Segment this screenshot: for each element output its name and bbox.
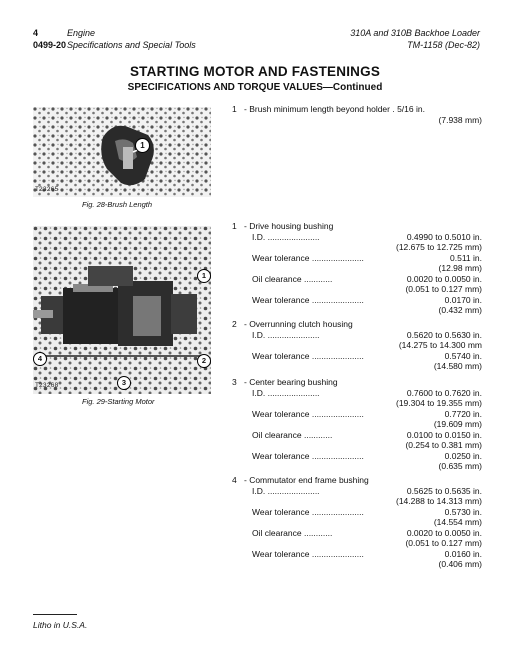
photo-id: T23268 [35,382,59,389]
brush-length-photo [33,107,211,197]
spec-value: 0.7720 in. [444,408,482,419]
spec-item-center-bearing [232,377,482,472]
spec-label: I.D. ...................... [252,485,320,496]
spec-value: 0.0020 to 0.0050 in. [406,273,482,284]
page-number: 4 [33,28,39,38]
spec-label: Wear tolerance ...................... [252,294,364,305]
spec-value: (14.580 mm) [433,361,482,371]
spec-label: Wear tolerance ...................... [252,252,364,263]
spec-value: 0.511 in. [450,252,482,263]
spec-value: 0.5620 to 0.5630 in. [406,329,482,340]
spec-label: Wear tolerance ...................... [252,450,364,461]
spec-value: 0.0020 to 0.0050 in. [406,527,482,538]
spec-value: (0.051 to 0.127 mm) [405,284,482,294]
spec-value: (12.98 mm) [438,263,482,273]
spec-label: Oil clearance ............ [252,527,333,538]
spec-value: 0.4990 to 0.5010 in. [406,231,482,242]
spec-value: (14.275 to 14.300 mm [398,340,482,350]
footer-divider [33,614,77,615]
figure-caption: Fig. 28-Brush Length [82,200,153,209]
spec-value: 0.0160 in. [444,548,482,559]
spec-value: (12.675 to 12.725 mm) [396,242,482,252]
spec-label: Wear tolerance ...................... [252,408,364,419]
spec-value: (0.254 to 0.381 mm) [405,440,482,450]
spec-value: 0.5730 in. [444,506,482,517]
section-code: 0499-20 [33,40,67,50]
footer-text: Litho in U.S.A. [33,620,88,630]
spec-item-overrunning-clutch [232,319,482,372]
item-number: 2 [232,319,237,329]
spec-value: (19.609 mm) [433,419,482,429]
spec-label: I.D. ...................... [252,387,320,398]
callout-1-icon: 1 [135,138,150,153]
item-title: - Center bearing bushing [244,377,338,387]
item-number: 1 [232,221,237,231]
figure-caption: Fig. 29-Starting Motor [82,397,155,406]
spec-value: (14.288 to 14.313 mm) [396,496,482,506]
spec-value: (14.554 mm) [433,517,482,527]
spec-value: (19.304 to 19.355 mm) [396,398,482,408]
spec-value: (7.938 mm) [438,114,482,125]
spec-value: 0.0100 to 0.0150 in. [406,429,482,440]
item-title: - Commutator end frame bushing [244,475,369,485]
item-number: 1 [232,104,237,114]
spec-label: Wear tolerance ...................... [252,548,364,559]
spec-label: Wear tolerance ...................... [252,350,364,361]
header-model: 310A and 310B Backhoe Loader [350,28,480,38]
spec-item-commutator-end-frame [232,475,482,570]
spec-item-drive-housing [232,221,482,316]
spec-label: Wear tolerance ...................... [252,506,364,517]
item-title: - Overrunning clutch housing [244,319,353,329]
spec-value: 0.5625 to 0.5635 in. [406,485,482,496]
callout-4-icon: 4 [33,352,47,366]
spec-label: I.D. ...................... [252,231,320,242]
photo-id: T23265 [35,186,59,193]
spec-value: (0.406 mm) [438,559,482,569]
callout-3-icon: 3 [117,376,131,390]
starting-motor-photo [33,226,211,394]
header-tm: TM-1158 (Dec-82) [407,40,480,50]
callout-1-icon: 1 [197,269,211,283]
spec-value: 0.5740 in. [444,350,482,361]
page-title: STARTING MOTOR AND FASTENINGS [129,64,381,79]
header-category: Engine [67,28,96,38]
page-subtitle: SPECIFICATIONS AND TORQUE VALUES—Continued [127,82,383,93]
spec-label: - Brush minimum length beyond holder . 5/16 in. [244,104,425,114]
item-title: - Drive housing bushing [244,221,334,231]
spec-value: (0.051 to 0.127 mm) [405,538,482,548]
spec-label: I.D. ...................... [252,329,320,340]
brush-spec [232,104,482,125]
spec-value: (0.432 mm) [438,305,482,315]
header-subcategory: Specifications and Special Tools [67,40,196,50]
spec-value: 0.7600 to 0.7620 in. [406,387,482,398]
spec-label: Oil clearance ............ [252,273,333,284]
item-number: 4 [232,475,237,485]
callout-2-icon: 2 [197,354,211,368]
spec-value: 0.0250 in. [444,450,482,461]
spec-value: (0.635 mm) [438,461,482,471]
spec-label: Oil clearance ............ [252,429,333,440]
spec-value: 0.0170 in. [444,294,482,305]
item-number: 3 [232,377,237,387]
